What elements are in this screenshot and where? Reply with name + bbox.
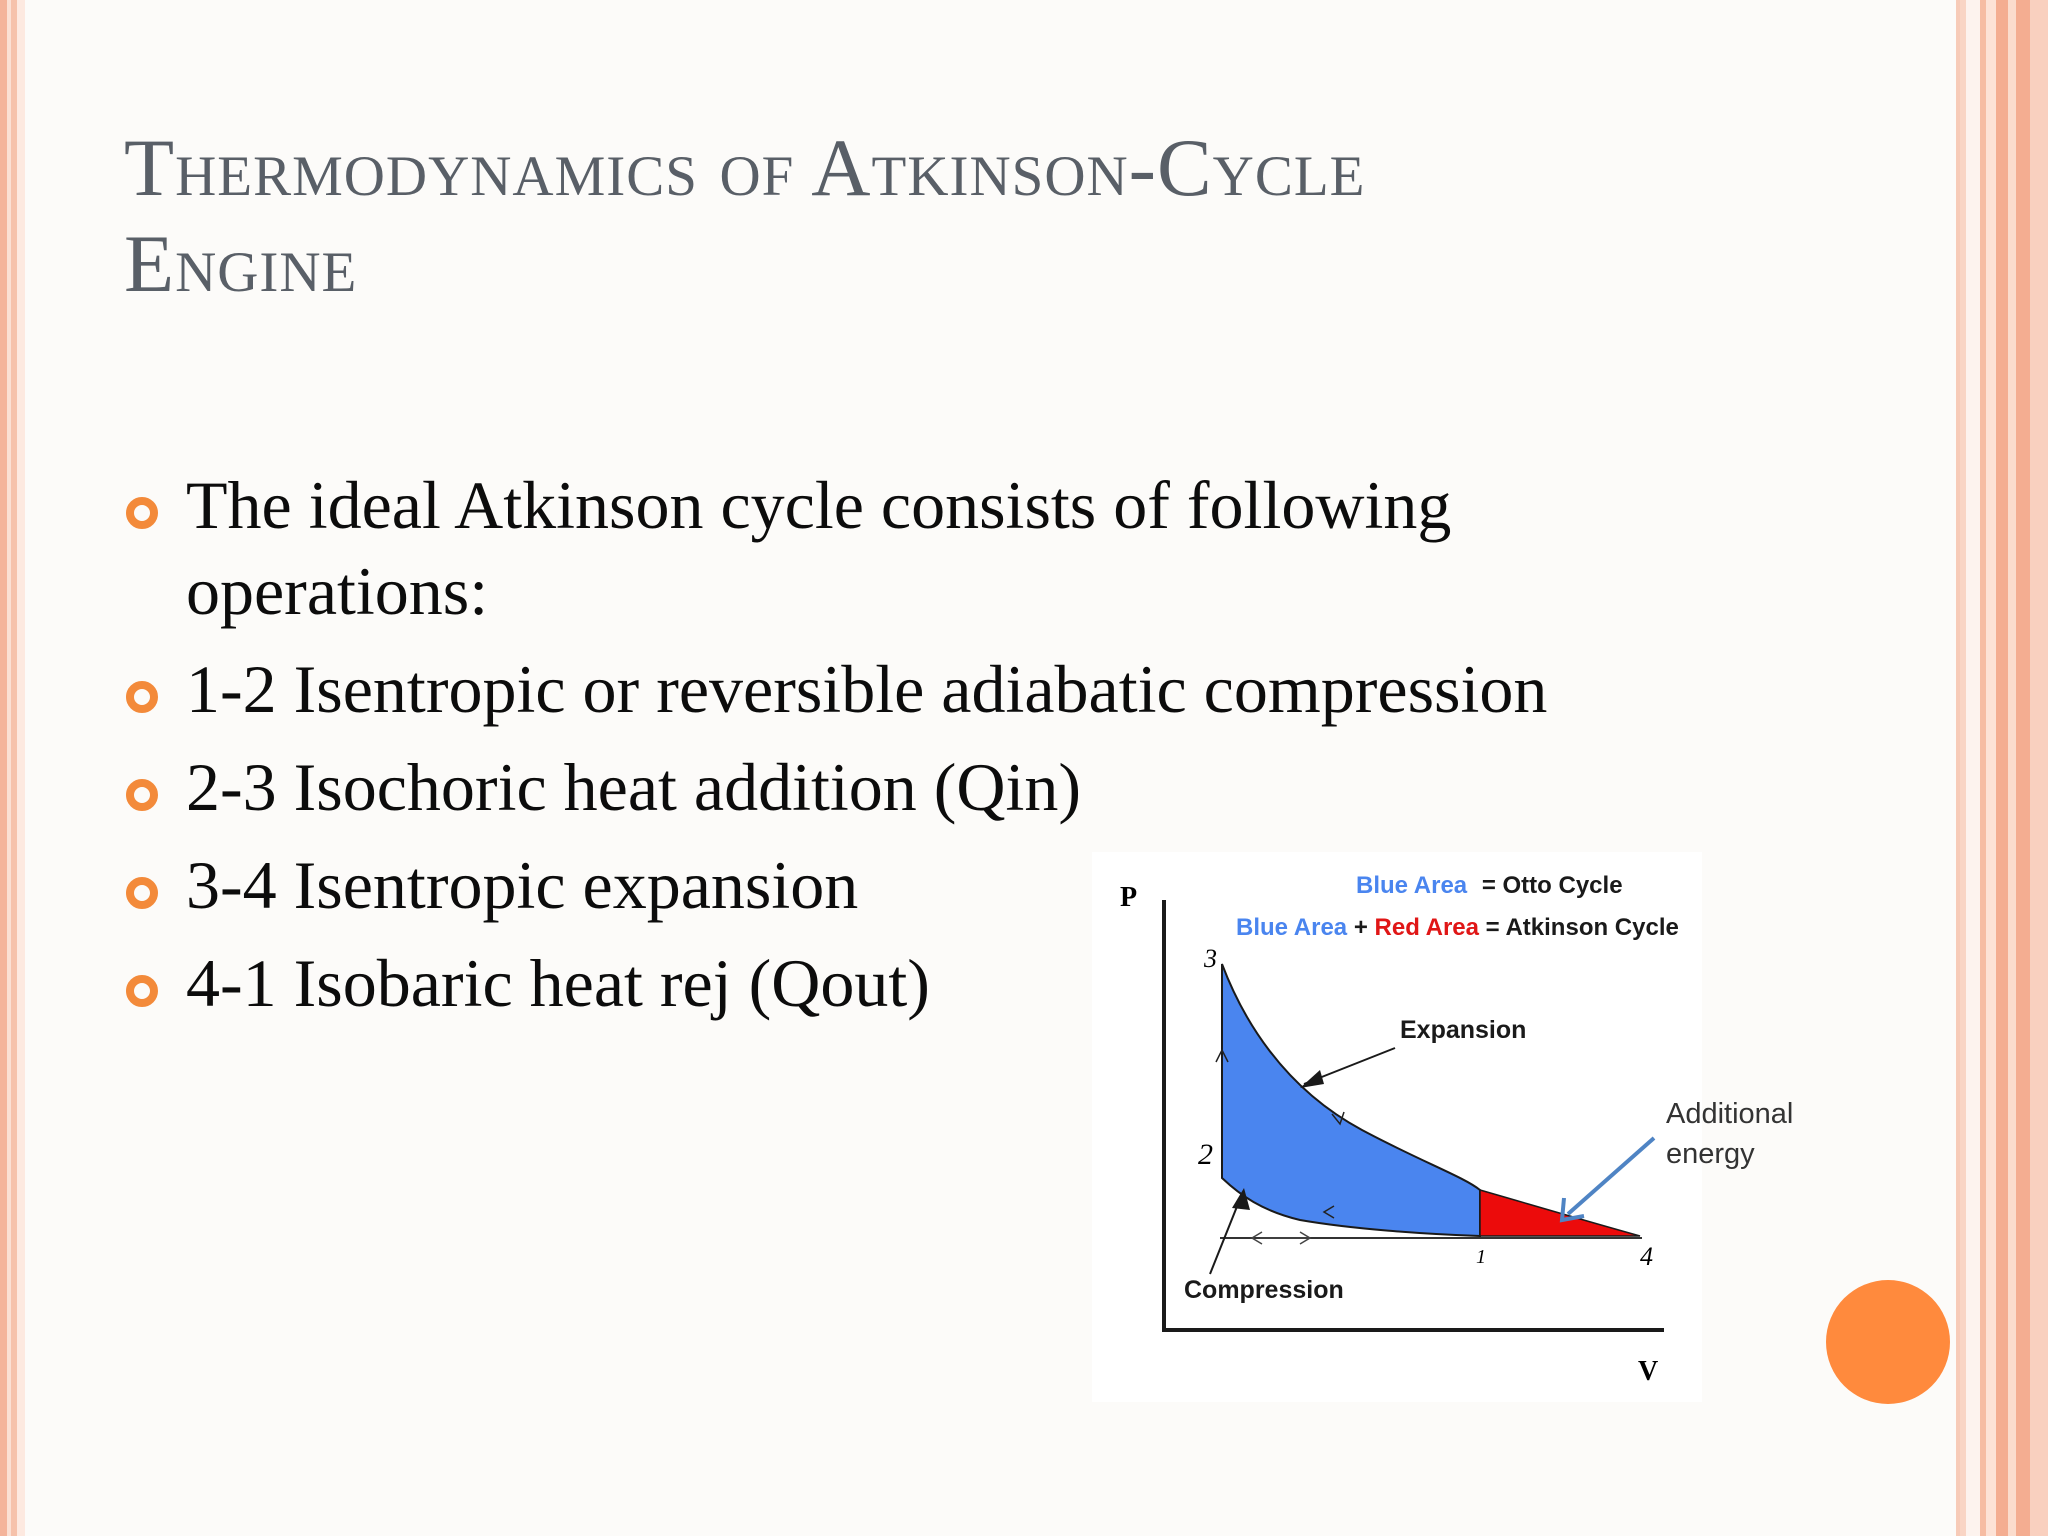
legend-plus-label: +	[1353, 914, 1368, 941]
point-4-label: 4	[1640, 1242, 1653, 1271]
legend-otto-label: = Otto Cycle	[1481, 872, 1623, 899]
compression-label: Compression	[1184, 1276, 1344, 1304]
double-arrow-hint	[1252, 1232, 1310, 1244]
bullet-text: 1-2 Isentropic or reversible adiabatic compression	[186, 651, 1548, 727]
pv-diagram	[1092, 852, 1794, 1402]
slide-border-left	[0, 0, 25, 1536]
blue-area	[1222, 964, 1480, 1236]
bullet-text-line: The ideal Atkinson cycle consists of following	[186, 467, 1452, 543]
legend-row-otto	[1356, 872, 1623, 900]
point-3-label: 3	[1204, 944, 1217, 973]
legend-blue-area-label: Blue Area	[1356, 872, 1468, 899]
expansion-label: Expansion	[1400, 1016, 1527, 1044]
bullet-text: 2-3 Isochoric heat addition (Qin)	[186, 749, 1082, 825]
bullet-item-2	[126, 646, 1906, 732]
decorative-orange-circle	[1826, 1280, 1950, 1404]
slide-title-line2: Engine	[124, 218, 358, 309]
bullet-text: 4-1 Isobaric heat rej (Qout)	[186, 945, 930, 1021]
bullet-circle-icon	[126, 877, 158, 909]
bullet-item-1	[126, 462, 1906, 634]
additional-energy-label-line2: energy	[1666, 1138, 1755, 1170]
legend-atkinson-label: = Atkinson Cycle	[1485, 914, 1679, 941]
slide-border-right	[1956, 0, 2048, 1536]
slide-title	[124, 120, 1824, 312]
point-2-label: 2	[1198, 1138, 1213, 1171]
bullet-circle-icon	[126, 681, 158, 713]
additional-energy-label-line1: Additional	[1666, 1098, 1794, 1130]
point-1-label: 1	[1476, 1246, 1486, 1268]
red-area	[1480, 1190, 1640, 1236]
bullet-circle-icon	[126, 497, 158, 529]
bullet-item-3	[126, 744, 1906, 830]
bullet-text	[186, 462, 1906, 634]
legend-red-area-label: Red Area	[1374, 914, 1479, 941]
legend-row-atkinson	[1236, 914, 1679, 942]
slide-title-line1: Thermodynamics of Atkinson-Cycle	[124, 122, 1366, 213]
additional-energy-pointer-line	[1568, 1138, 1654, 1214]
bullet-text: 3-4 Isentropic expansion	[186, 847, 859, 923]
bullet-circle-icon	[126, 779, 158, 811]
expansion-pointer-arrowhead	[1300, 1070, 1324, 1088]
v-axis-label: V	[1638, 1356, 1659, 1387]
bullet-circle-icon	[126, 975, 158, 1007]
p-axis-label: P	[1120, 882, 1138, 913]
legend-blue-area-label: Blue Area	[1236, 914, 1348, 941]
bullet-text-line: operations:	[186, 553, 489, 629]
